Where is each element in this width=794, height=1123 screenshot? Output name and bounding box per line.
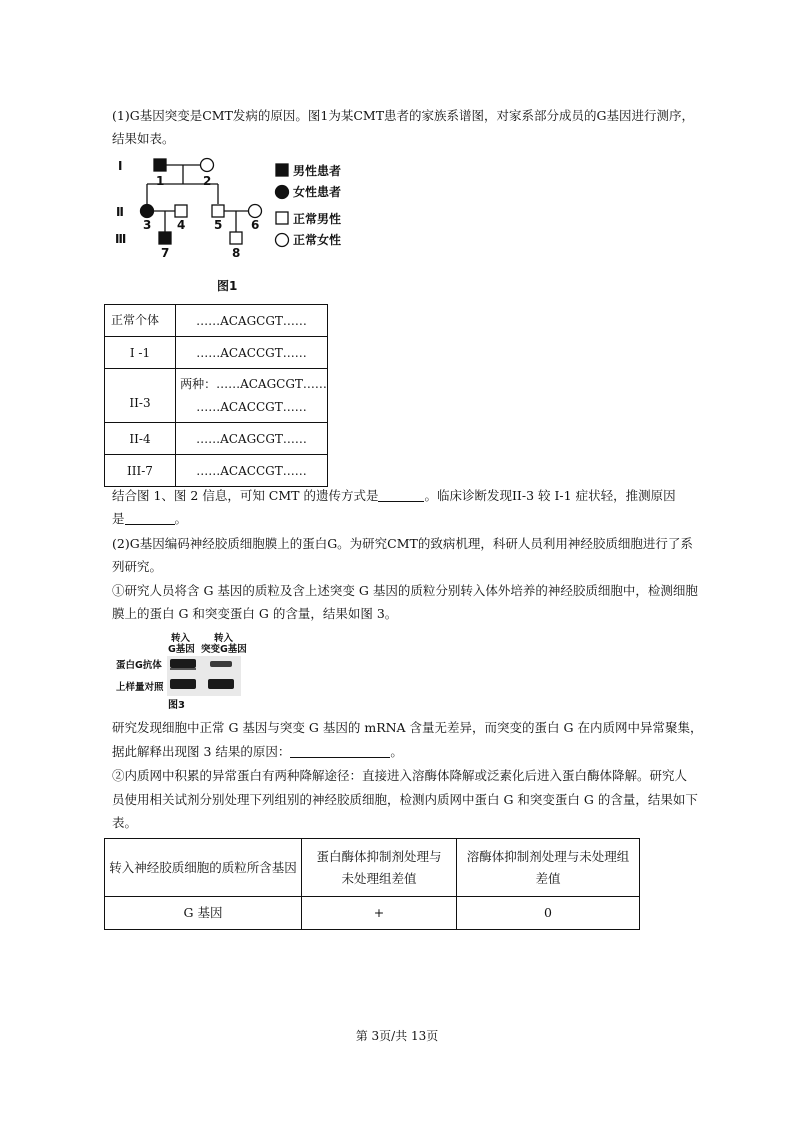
gen-label-I: Ⅰ [118,159,123,173]
band-g-gene-antibody [170,659,196,668]
fig3-row1-label: 蛋白G抗体 [116,660,162,671]
header-lysosome: 溶酶体抑制剂处理与未处理组差值 [457,839,640,897]
pedigree-member-I-2 [201,159,214,172]
row-sequence: ……ACACCGT…… [176,337,328,369]
row-name: II-3 [105,369,176,423]
fig3-col2-line1: 转入 [214,633,234,644]
q1-line-2: 结果如表。 [112,131,175,146]
western-blot-figure [110,630,270,712]
header-proteasome: 蛋白酶体抑制剂处理与未处理组差值 [302,839,457,897]
row-name: I -1 [105,337,176,369]
pedigree-member-I-1 [154,159,166,171]
legend-normal-male-icon [276,212,288,224]
explain-line-2 [112,744,403,760]
figure-3-caption: 图3 [168,700,185,711]
fig3-row2-label: 上样量对照 [116,682,164,693]
page-footer: 第 3页/共 13页 [355,1029,439,1043]
legend-normal-female: 正常女性 [293,233,342,247]
row-sequence-line-1: 两种：……ACAGCGT…… [180,376,327,391]
pedigree-member-II-5 [212,205,224,217]
step1-line-1: ①研究人员将含 G 基因的质粒及含上述突变 G 基因的质粒分别转入体外培养的神经胶质细胞中，检测细胞 [112,583,698,598]
table-header-row [105,839,640,897]
explain-line-1: 研究发现细胞中正常 G 基因与突变 G 基因的 mRNA 含量无差异，而突变的蛋白 G 在内质网中异常聚集， [112,720,703,735]
table-row [105,423,328,455]
inheritance-question-text-2: 。临床诊断发现II-3 较 I-1 症状轻，推测原因 [424,488,676,503]
pedigree-member-II-3 [141,205,154,218]
pedigree-figure [108,150,368,295]
q1-line-1: (1)G基因突变是CMT发病的原因。图1为某CMT患者的家族系谱图，对家系部分成员的G基因进行测序， [112,108,695,123]
member-number-5: 5 [214,218,223,232]
table-row [105,369,328,423]
reason-question [112,511,187,527]
member-number-6: 6 [251,218,260,232]
row-sequence-line-2: ……ACACCGT…… [196,399,307,414]
inhibitor-table [104,838,640,930]
table-row [105,305,328,337]
member-number-2: 2 [203,174,212,188]
band-mutant-loading [208,679,234,689]
figure-1-caption: 图1 [217,279,238,293]
row-name: 正常个体 [105,305,176,337]
legend-normal-male: 正常男性 [293,212,342,226]
member-number-7: 7 [161,246,170,260]
row-sequence: ……ACAGCGT…… [176,423,328,455]
legend-normal-female-icon [276,234,289,247]
explain-question-end: 。 [390,744,403,759]
header-gene: 转入神经胶质细胞的质粒所含基因 [105,839,302,897]
legend-female-patient: 女性患者 [293,185,342,199]
fig3-col1-line1: 转入 [171,633,191,644]
pedigree-member-III-7 [159,232,171,244]
row-name: II-4 [105,423,176,455]
step2-line-2: 员使用相关试剂分别处理下列组别的神经胶质细胞，检测内质网中蛋白 G 和突变蛋白 G 的含量，结果如下 [112,792,698,807]
member-number-1: 1 [156,174,165,188]
reason-question-text: 是 [112,511,125,526]
row-sequence: ……ACACCGT…… [176,455,328,487]
answer-blank-reason[interactable] [125,512,175,525]
table-row [105,897,640,930]
q2-line-1: (2)G基因编码神经胶质细胞膜上的蛋白G。为研究CMT的致病机理，科研人员利用神经胶质细胞进行了系 [112,536,693,551]
legend-male-patient-icon [276,164,288,176]
fig3-col2-line2: 突变G基因 [201,644,247,655]
legend-female-patient-icon [276,186,289,199]
step1-line-2: 膜上的蛋白 G 和突变蛋白 G 的含量，结果如图 3。 [112,606,398,621]
fig3-col1-line2: G基因 [168,644,195,655]
inheritance-question-text: 结合图 1、图 2 信息，可知 CMT 的遗传方式是 [112,488,379,503]
pedigree-member-II-4 [175,205,187,217]
cell-proteasome: + [302,897,457,930]
q2-line-2: 列研究。 [112,559,163,574]
gen-label-III: Ⅲ [115,232,127,246]
pedigree-member-III-8 [230,232,242,244]
reason-question-end: 。 [174,511,188,526]
gen-label-II: Ⅱ [116,205,124,219]
pedigree-member-II-6 [249,205,262,218]
legend-male-patient: 男性患者 [293,164,342,178]
member-number-8: 8 [232,246,241,260]
answer-blank-inheritance[interactable] [378,489,424,502]
cell-gene: G 基因 [105,897,302,930]
row-name: III-7 [105,455,176,487]
sequence-table [104,304,328,487]
band-g-gene-antibody-shadow [170,668,196,670]
member-number-4: 4 [177,218,186,232]
step2-line-1: ②内质网中积累的异常蛋白有两种降解途径：直接进入溶酶体降解或泛素化后进入蛋白酶体降解。研究人 [112,768,688,783]
row-sequence: ……ACAGCGT…… [176,305,328,337]
answer-blank-figure3[interactable] [290,745,390,758]
table-row [105,337,328,369]
explain-question-text: 据此解释出现图 3 结果的原因： [112,744,291,759]
band-mutant-antibody [210,661,232,667]
table-row [105,455,328,487]
cell-lysosome: 0 [457,897,640,930]
band-g-gene-loading [170,679,196,689]
step2-line-3: 表。 [112,815,138,830]
inheritance-question [112,488,676,504]
member-number-3: 3 [143,218,152,232]
